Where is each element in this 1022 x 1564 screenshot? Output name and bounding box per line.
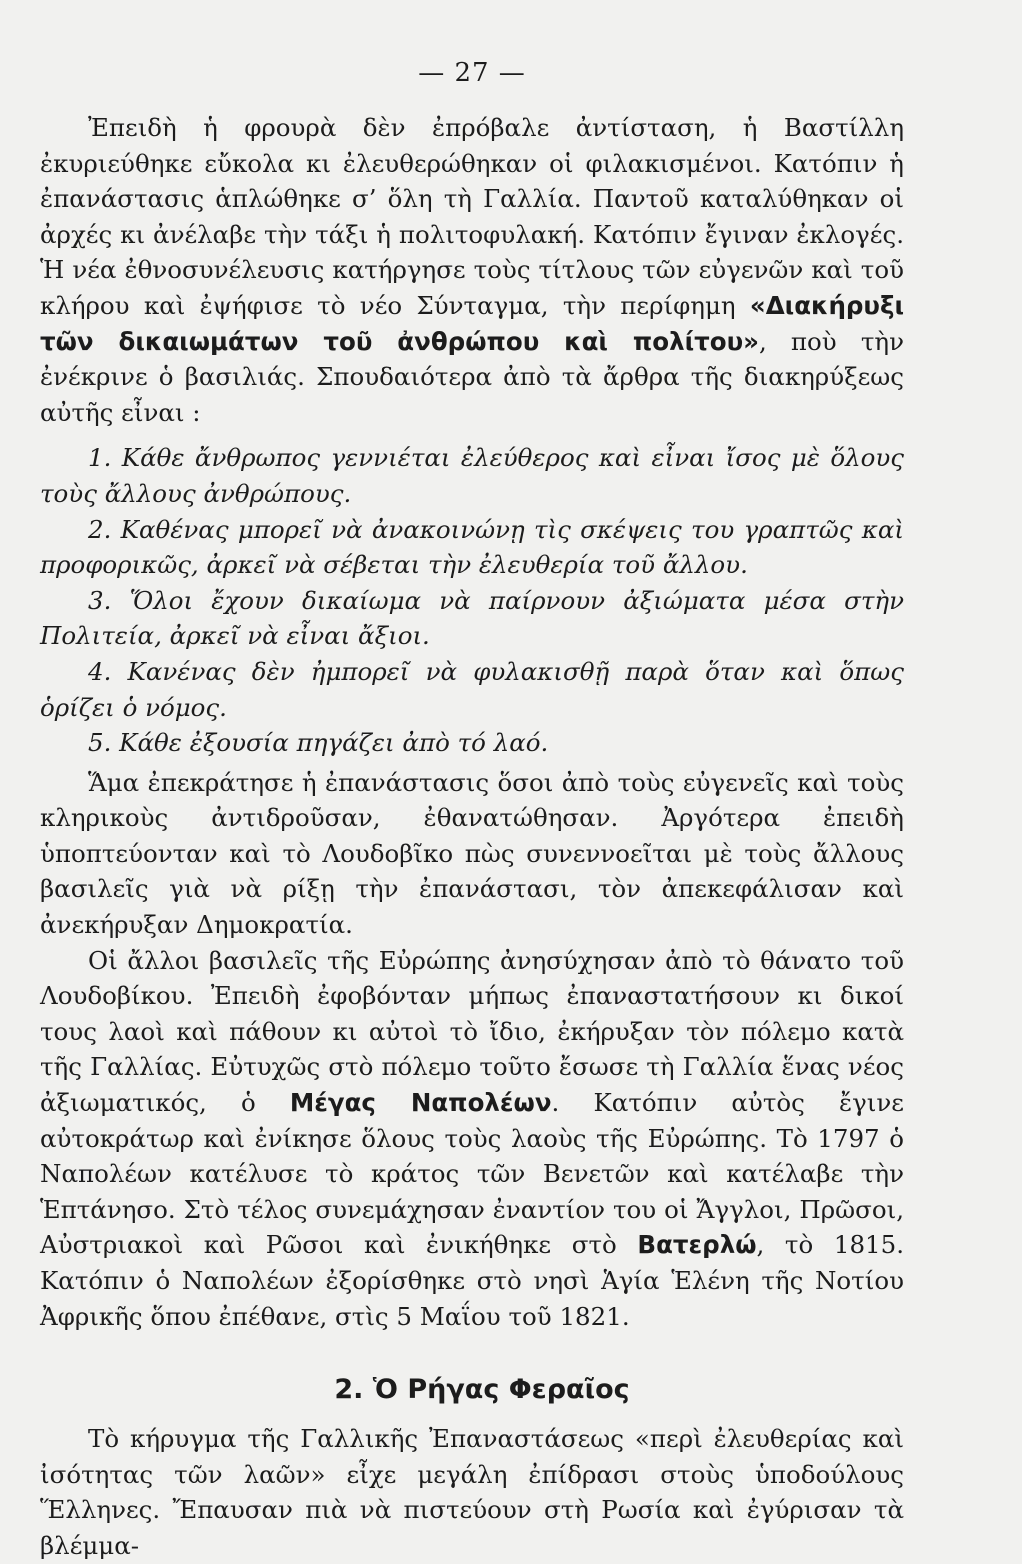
paragraph-republic: Ἅμα ἐπεκράτησε ἡ ἐπανάστασις ὅσοι ἀπὸ τοὺς εὐγενεῖς καὶ τοὺς κληρικοὺς ἀντιδροῦσαν, ἐθανατώθησαν. Ἀργότερα ἐπειδὴ ὑποπτεύονταν καὶ τὸ Λουδοβῖκο πὼς συνεννοεῖται μὲ τοὺς ἄλλους βασιλεῖς γιὰ νὰ ρίξῃ τὴν ἐπανάστασι, τὸν ἀπεκεφάλισαν καὶ ἀνεκήρυξαν Δημοκρατία. — [40, 767, 904, 940]
declaration-articles — [40, 440, 904, 760]
paragraph-bastille — [40, 110, 904, 430]
article-item-5: 5. Κάθε ἐξουσία πηγάζει ἀπὸ τό λαό. — [88, 728, 549, 758]
section-title: 2. Ὁ Ρήγας Φεραῖος — [334, 1374, 630, 1406]
article-item-1: 1. Κάθε ἄνθρωπος γεννιέται ἐλεύθερος καὶ εἶναι ἴσος μὲ ὅλους τοὺς ἄλλους ἀνθρώπους. — [40, 443, 904, 508]
paragraph-napoleon-text-2: . Κατόπιν αὐτὸς ἔγινε αὐτοκράτωρ καὶ ἐνίκησε ὅλους τοὺς λαοὺς τῆς Εὐρώπης. Τὸ 1797 ὁ Ναπολέων κατέλυσε τὸ κράτος τῶν Βενετῶν καὶ κατέλαβε τὴν Ἑπτάνησο. Στὸ τέλος συνεμάχησαν ἐναντίον του οἱ Ἄγγλοι, Πρῶσοι, Αὐστριακοὶ καὶ Ρῶσοι καὶ ἐνικήθηκε στὸ — [40, 1088, 904, 1260]
article-item-4: 4. Κανένας δὲν ἠμπορεῖ νὰ φυλακισθῇ παρὰ ὅταν καὶ ὅπως ὁρίζει ὁ νόμος. — [40, 656, 904, 722]
declaration-title: «Διακήρυξι τῶν δικαιωμάτων τοῦ ἀνθρώπου καὶ πολίτου» — [40, 290, 904, 356]
paragraph-bastille-text-2: , ποὺ τὴν ἐνέκρινε ὁ βασιλιάς. Σπουδαιότερα ἀπὸ τὰ ἄρθρα τῆς διακηρύξεως αὐτῆς εἶναι : — [40, 326, 904, 427]
paragraph-rigas: Τὸ κήρυγμα τῆς Γαλλικῆς Ἐπαναστάσεως «περὶ ἐλευθερίας καὶ ἰσότητας τῶν λαῶν» εἶχε μεγάλη ἐπίδρασι στοὺς ὑποδούλους Ἕλληνες. Ἔπαυσαν πιὰ νὰ πιστεύουν στὴ Ρωσία καὶ ἐγύρισαν τὰ βλέμμα- — [40, 1424, 904, 1560]
napoleon-name: Μέγας Ναπολέων — [289, 1088, 552, 1118]
waterloo-name: Βατερλώ — [637, 1230, 757, 1260]
paragraph-napoleon-text-1: Οἱ ἄλλοι βασιλεῖς τῆς Εὐρώπης ἀνησύχησαν ἀπὸ τὸ θάνατο τοῦ Λουδοβίκου. Ἐπειδὴ ἐφοβόνταν μήπως ἐπαναστατήσουν κι δικοί τους λαοὶ καὶ πάθουν κι αὐτοὶ τὸ ἴδιο, ἐκήρυξαν τὸν πόλεμο κατὰ τῆς Γαλλίας. Εὐτυχῶς στὸ πόλεμο τοῦτο ἔσωσε τὴ Γαλλία ἕνας νέος ἀξιωματικός, ὁ — [40, 945, 904, 1118]
paragraph-napoleon — [40, 943, 904, 1335]
article-item-3: 3. Ὅλοι ἔχουν δικαίωμα νὰ παίρνουν ἀξιώματα μέσα στὴν Πολιτεία, ἀρκεῖ νὰ εἶναι ἄξιοι. — [40, 585, 904, 651]
page-number: — 27 — — [418, 58, 526, 88]
paragraph-napoleon-text-3: , τὸ 1815. Κατόπιν ὁ Ναπολέων ἐξορίσθηκε στὸ νησὶ Ἁγία Ἑλένη τῆς Νοτίου Ἀφρικῆς ὅπου ἐπέθανε, στὶς 5 Μαΐου τοῦ 1821. — [40, 1230, 904, 1331]
paragraph-bastille-text-1: Ἐπειδὴ ἡ φρουρὰ δὲν ἐπρόβαλε ἀντίσταση, ἡ Βαστίλλη ἐκυριεύθηκε εὔκολα κι ἐλευθερώθηκαν οἱ φιλακισμένοι. Κατόπιν ἡ ἐπανάστασις ἁπλώθηκε σ’ ὅλη τὴ Γαλλία. Παντοῦ καταλύθηκαν οἱ ἀρχές κι ἀνέλαβε τὴν τάξι ἡ πολιτοφυλακή. Κατόπιν ἔγιναν ἐκλογές. Ἡ νέα ἐθνοσυνέλευσις κατήργησε τοὺς τίτλους τῶν εὐγενῶν καὶ τοῦ κλήρου καὶ ἐψήφισε τὸ νέο Σύνταγμα, τὴν περίφημη — [40, 113, 904, 320]
article-item-2: 2. Καθένας μπορεῖ νὰ ἀνακοινώνῃ τὶς σκέψεις του γραπτῶς καὶ προφορικῶς, ἀρκεῖ νὰ σέβεται τὴν ἐλευθερία τοῦ ἄλλου. — [40, 514, 904, 580]
